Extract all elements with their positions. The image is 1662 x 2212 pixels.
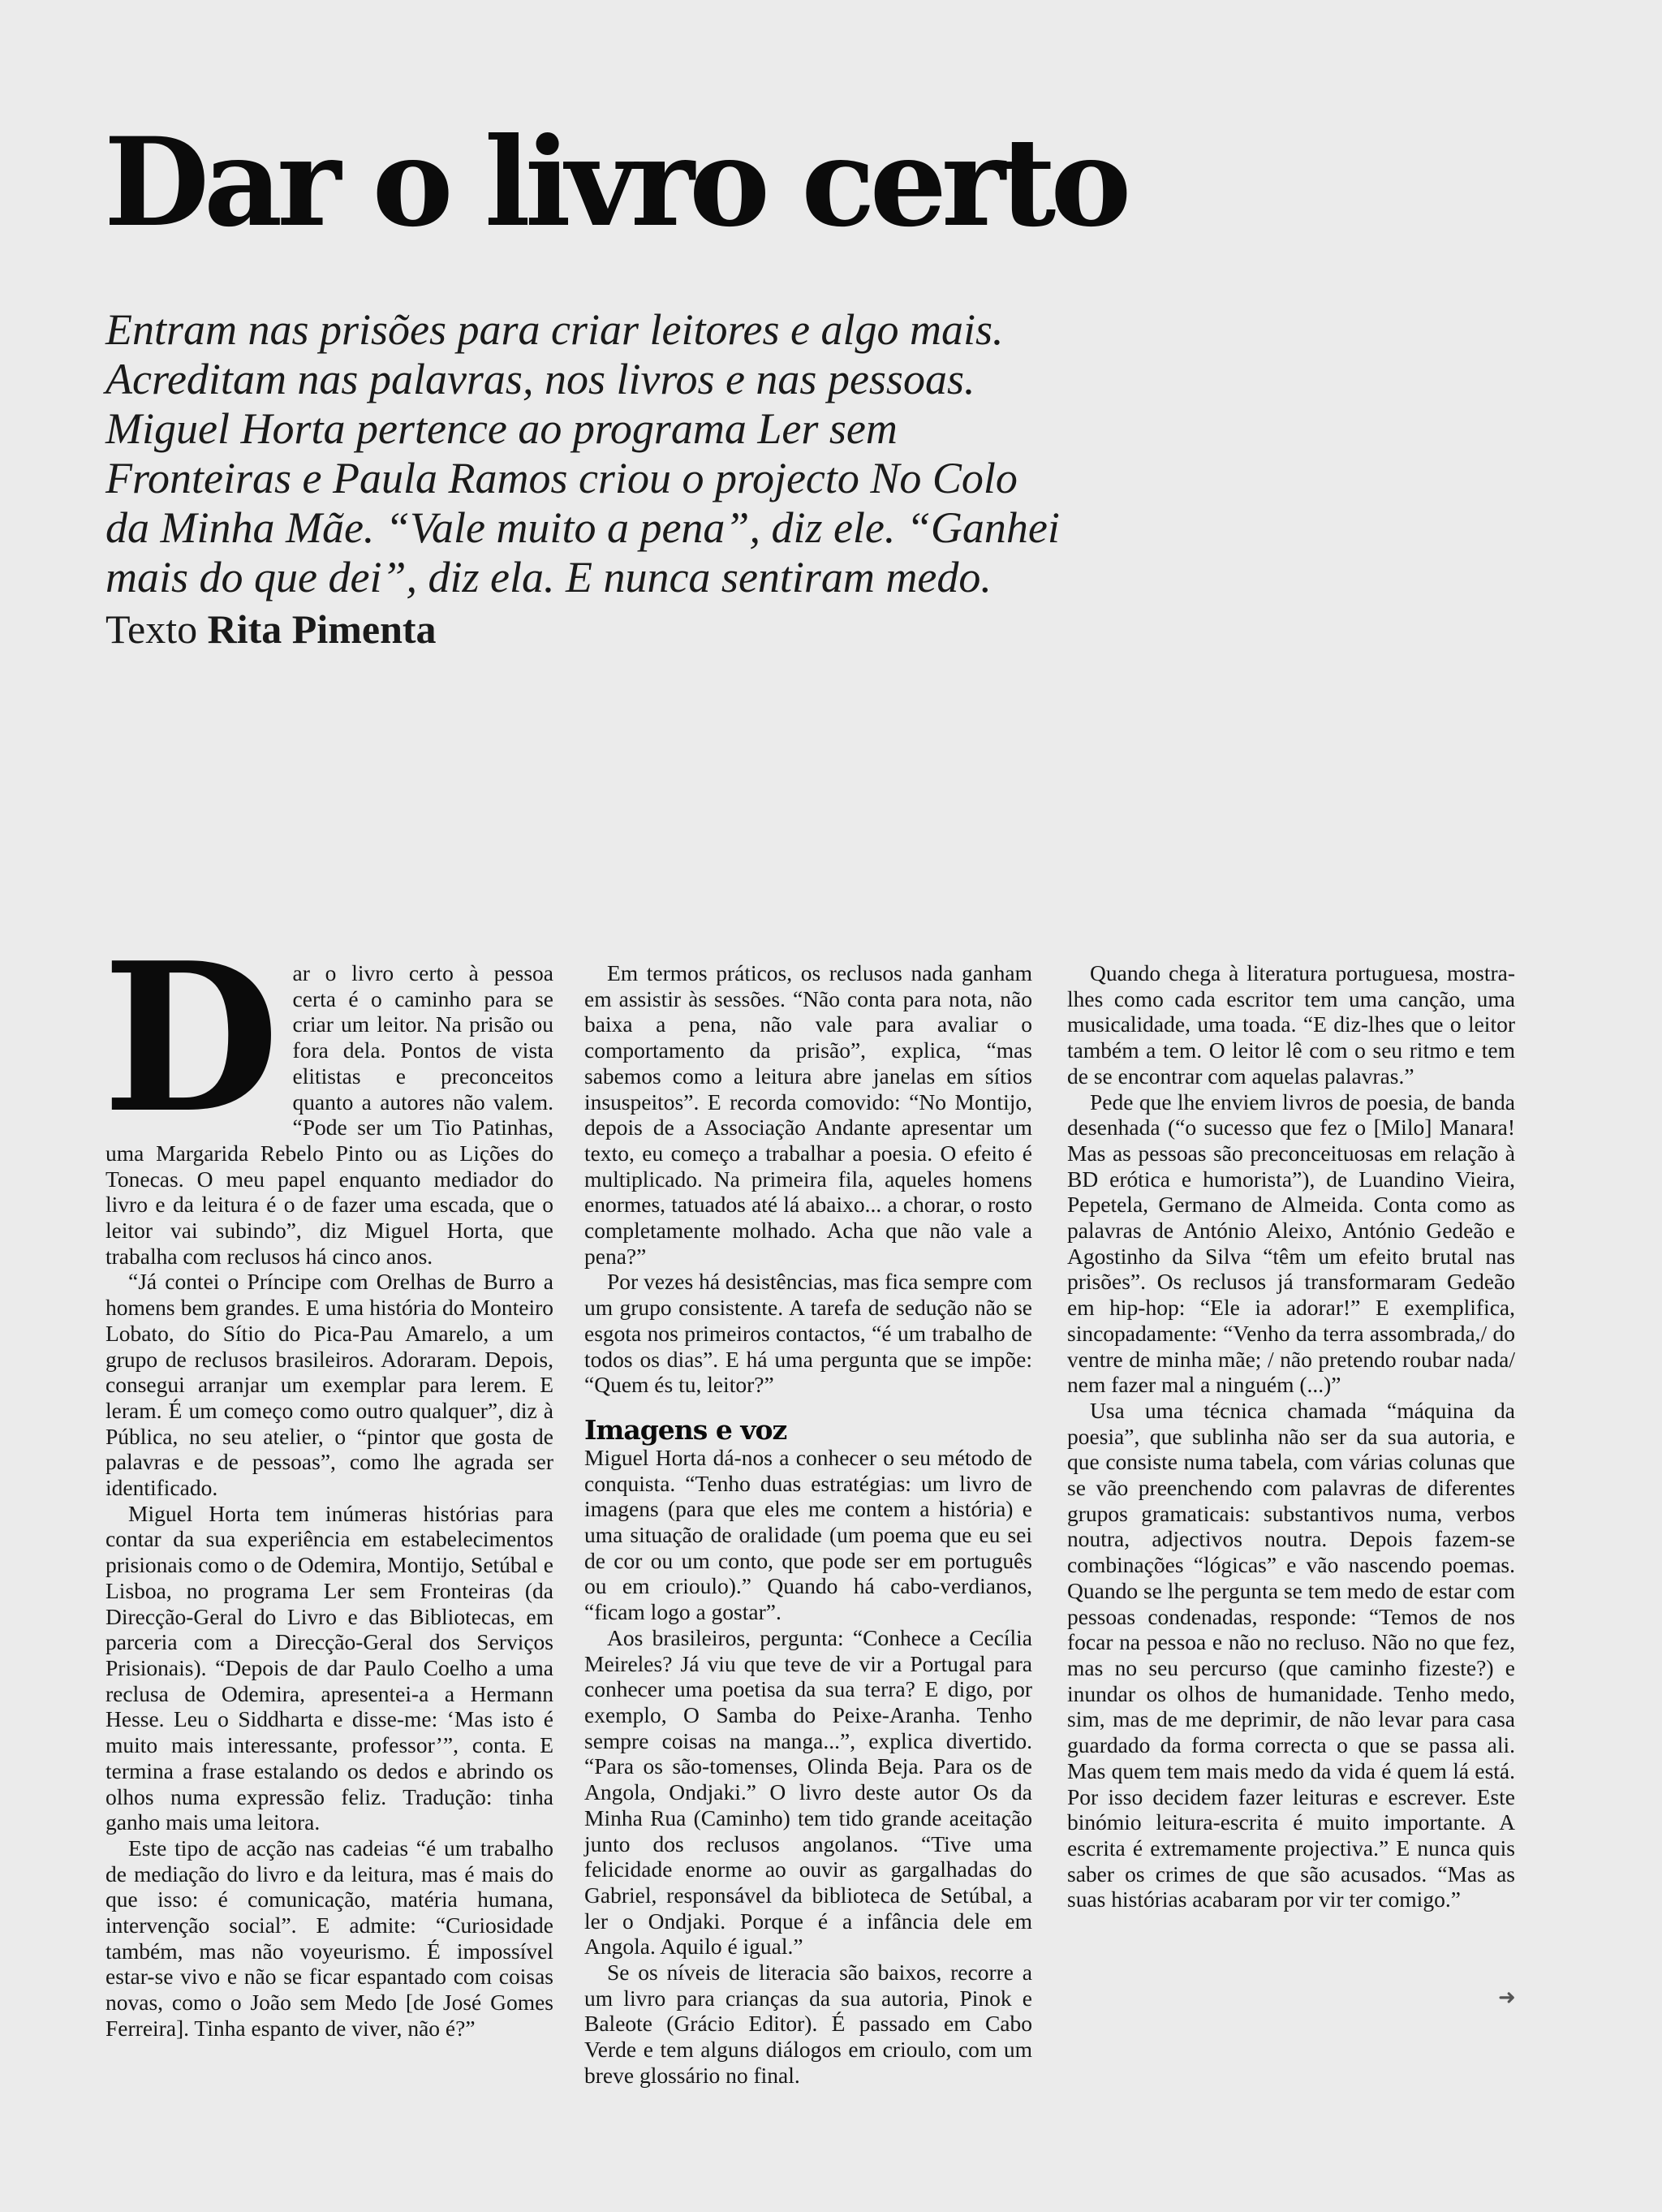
drop-cap: D: [102, 918, 280, 1158]
body-paragraph: Este tipo de acção nas cadeias “é um trabalho de mediação do livro e da leitura, mas é mais do que isso: é comunicação, matéria humana, intervenção social”. E admite: “Curiosidade também, mas não voyeurismo. É impossível estar-se vivo e não se ficar espantado com coisas novas, como o João sem Medo [de José Gomes Ferreira]. Tinha espanto de viver, não é?”: [105, 1835, 553, 2041]
article-column-1: [102, 918, 553, 2042]
byline-prefix: Texto: [105, 606, 198, 652]
continue-arrow-icon: ➜: [1498, 1986, 1516, 2010]
body-paragraph: Usa uma técnica chamada “máquina da poesia”, que sublinha não ser da sua autoria, e que consiste numa tabela, com várias colunas que se vão preenchendo com palavras de diferentes grupos gramaticais: substantivos numa, verbos noutra, adjectivos noutra. Depois fazem-se combinações “lógicas” e vão nascendo poemas. Quando se lhe pergunta se tem medo de estar com pessoas condenadas, responde: “Temos de nos focar na pessoa e não no recluso. Não no que fez, mas no seu percurso (que caminho fizeste?) e inundar os olhos de humanidade. Tenho medo, sim, mas de me deprimir, de não levar para casa guardado da forma correcta o que se passa ali. Mas quem tem mais medo da vida é quem lá está. Por isso decidem fazer leituras e escrever. Este binómio leitura-escrita é muito importante. A escrita é extremamente projectiva.” E nunca quis saber os crimes de que são acusados. “Mas as suas histórias acabaram por vir ter comigo.”: [1067, 1397, 1515, 1912]
byline-author: Rita Pimenta: [207, 606, 437, 652]
body-paragraph: Quando chega à literatura portuguesa, mostra-lhes como cada escritor tem uma canção, uma musicalidade, uma toada. “E diz-lhes que o leitor também a tem. O leitor lê com o seu ritmo e tem de se encontrar com aquelas palavras.”: [1067, 960, 1515, 1089]
section-subhead: Imagens e voz: [584, 1413, 787, 1446]
body-paragraph: Pede que lhe enviem livros de poesia, de banda desenhada (“o sucesso que fez o [Milo] Manara! Mas as pessoas são preconceituosas em relação à BD erótica e humorista”), de Luandino Vieira, Pepetela, Germano de Almeida. Conta como as palavras de António Aleixo, António Gedeão e Agostinho da Silva “têm um efeito brutal nas prisões”. Os reclusos já transformaram Gedeão em hip-hop: “Ele ia adorar!” E exemplifica, sincopadamente: “Venho da terra assombrada,/ do ventre de minha mãe; / não pretendo roubar nada/ nem fazer mal a ninguém (...)”: [1067, 1089, 1515, 1398]
standfirst: Entram nas prisões para criar leitores e algo mais. Acreditam nas palavras, nos livros e nas pessoas. Miguel Horta pertence ao programa Ler sem Fronteiras e Paula Ramos criou o projecto No Colo da Minha Mãe. “Vale muito a pena”, diz ele. “Ganhei mais do que dei”, diz ela. E nunca sentiram medo.: [105, 305, 1060, 602]
body-paragraph: Se os níveis de literacia são baixos, recorre a um livro para crianças da sua autoria, Pinok e Baleote (Grácio Editor). É passado em Cabo Verde e tem alguns diálogos em crioulo, com um breve glossário no final.: [584, 1960, 1032, 2088]
article-column-2: [584, 960, 1032, 2089]
body-paragraph: Por vezes há desistências, mas fica sempre com um grupo consistente. A tarefa de sedução não se esgota nos primeiros contactos, “é um trabalho de todos os dias”. E há uma pergunta que se impõe: “Quem és tu, leitor?”: [584, 1269, 1032, 1398]
article-column-3: [1067, 960, 1515, 1912]
byline: [105, 606, 437, 653]
headline: Dar o livro certo: [104, 111, 1126, 254]
body-paragraph: Miguel Horta tem inúmeras histórias para contar da sua experiência em estabelecimentos prisionais como o de Odemira, Montijo, Setúbal e Lisboa, no programa Ler sem Fronteiras (da Direcção-Geral do Livro e das Bibliotecas, em parceria com a Direcção-Geral dos Serviços Prisionais). “Depois de dar Paulo Coelho a uma reclusa de Odemira, apresentei-a a Hermann Hesse. Leu o Siddharta e disse-me: ‘Mas isto é muito mais interessante, professor’”, conta. E termina a frase estalando os dedos e abrindo os olhos numa expressão feliz. Tradução: tinha ganho mais uma leitora.: [105, 1500, 553, 1835]
body-paragraph: Dar o livro certo à pessoa certa é o caminho para se criar um leitor. Na prisão ou fora dela. Pontos de vista elitistas e preconceitos quanto a autores não valem. “Pode ser um Tio Patinhas, uma Margarida Rebelo Pinto ou as Lições do Tonecas. O meu papel enquanto mediador do livro e da leitura é o de fazer uma escada, que o leitor vai subindo”, diz Miguel Horta, que trabalha com reclusos há cinco anos.: [102, 918, 553, 1269]
body-paragraph: Em termos práticos, os reclusos nada ganham em assistir às sessões. “Não conta para nota, não baixa a pena, não vale para avaliar o comportamento da prisão”, explica, “mas sabemos como a leitura abre janelas em sítios insuspeitos”. E recorda comovido: “No Montijo, depois de a Associação Andante apresentar um texto, eu começo a trabalhar a poesia. O efeito é multiplicado. Na primeira fila, aqueles homens enormes, tatuados até lá abaixo... a chorar, o rosto completamente molhado. Acha que não vale a pena?”: [584, 960, 1032, 1269]
body-paragraph: “Já contei o Príncipe com Orelhas de Burro a homens bem grandes. E uma história do Monteiro Lobato, do Sítio do Pica-Pau Amarelo, a um grupo de reclusos brasileiros. Adoraram. Depois, consegui arranjar um exemplar para lerem. E leram. É um começo como outro qualquer”, diz à Pública, no seu atelier, o “pintor que gosta de palavras e de pessoas”, como lhe agrada ser identificado.: [105, 1269, 553, 1501]
body-paragraph: Aos brasileiros, pergunta: “Conhece a Cecília Meireles? Já viu que teve de vir a Portugal para conhecer uma poetisa da sua terra? E digo, por exemplo, O Samba do Peixe-Aranha. Tenho sempre coisas na manga...”, explica divertido. “Para os são-tomenses, Olinda Beja. Para os de Angola, Ondjaki.” O livro deste autor Os da Minha Rua (Caminho) tem tido grande aceitação junto dos reclusos angolanos. “Tive uma felicidade enorme ao ouvir as gargalhadas do Gabriel, responsável da biblioteca de Setúbal, a ler o Ondjaki. Porque é a infância dele em Angola. Aquilo é igual.”: [584, 1624, 1032, 1960]
body-paragraph: Miguel Horta dá-nos a conhecer o seu método de conquista. “Tenho duas estratégias: um livro de imagens (para que eles me contem a história) e uma situação de oralidade (um poema que eu sei de cor ou um conto, que pode ser em português ou em crioulo).” Quando há cabo-verdianos, “ficam logo a gostar”.: [584, 1444, 1032, 1625]
